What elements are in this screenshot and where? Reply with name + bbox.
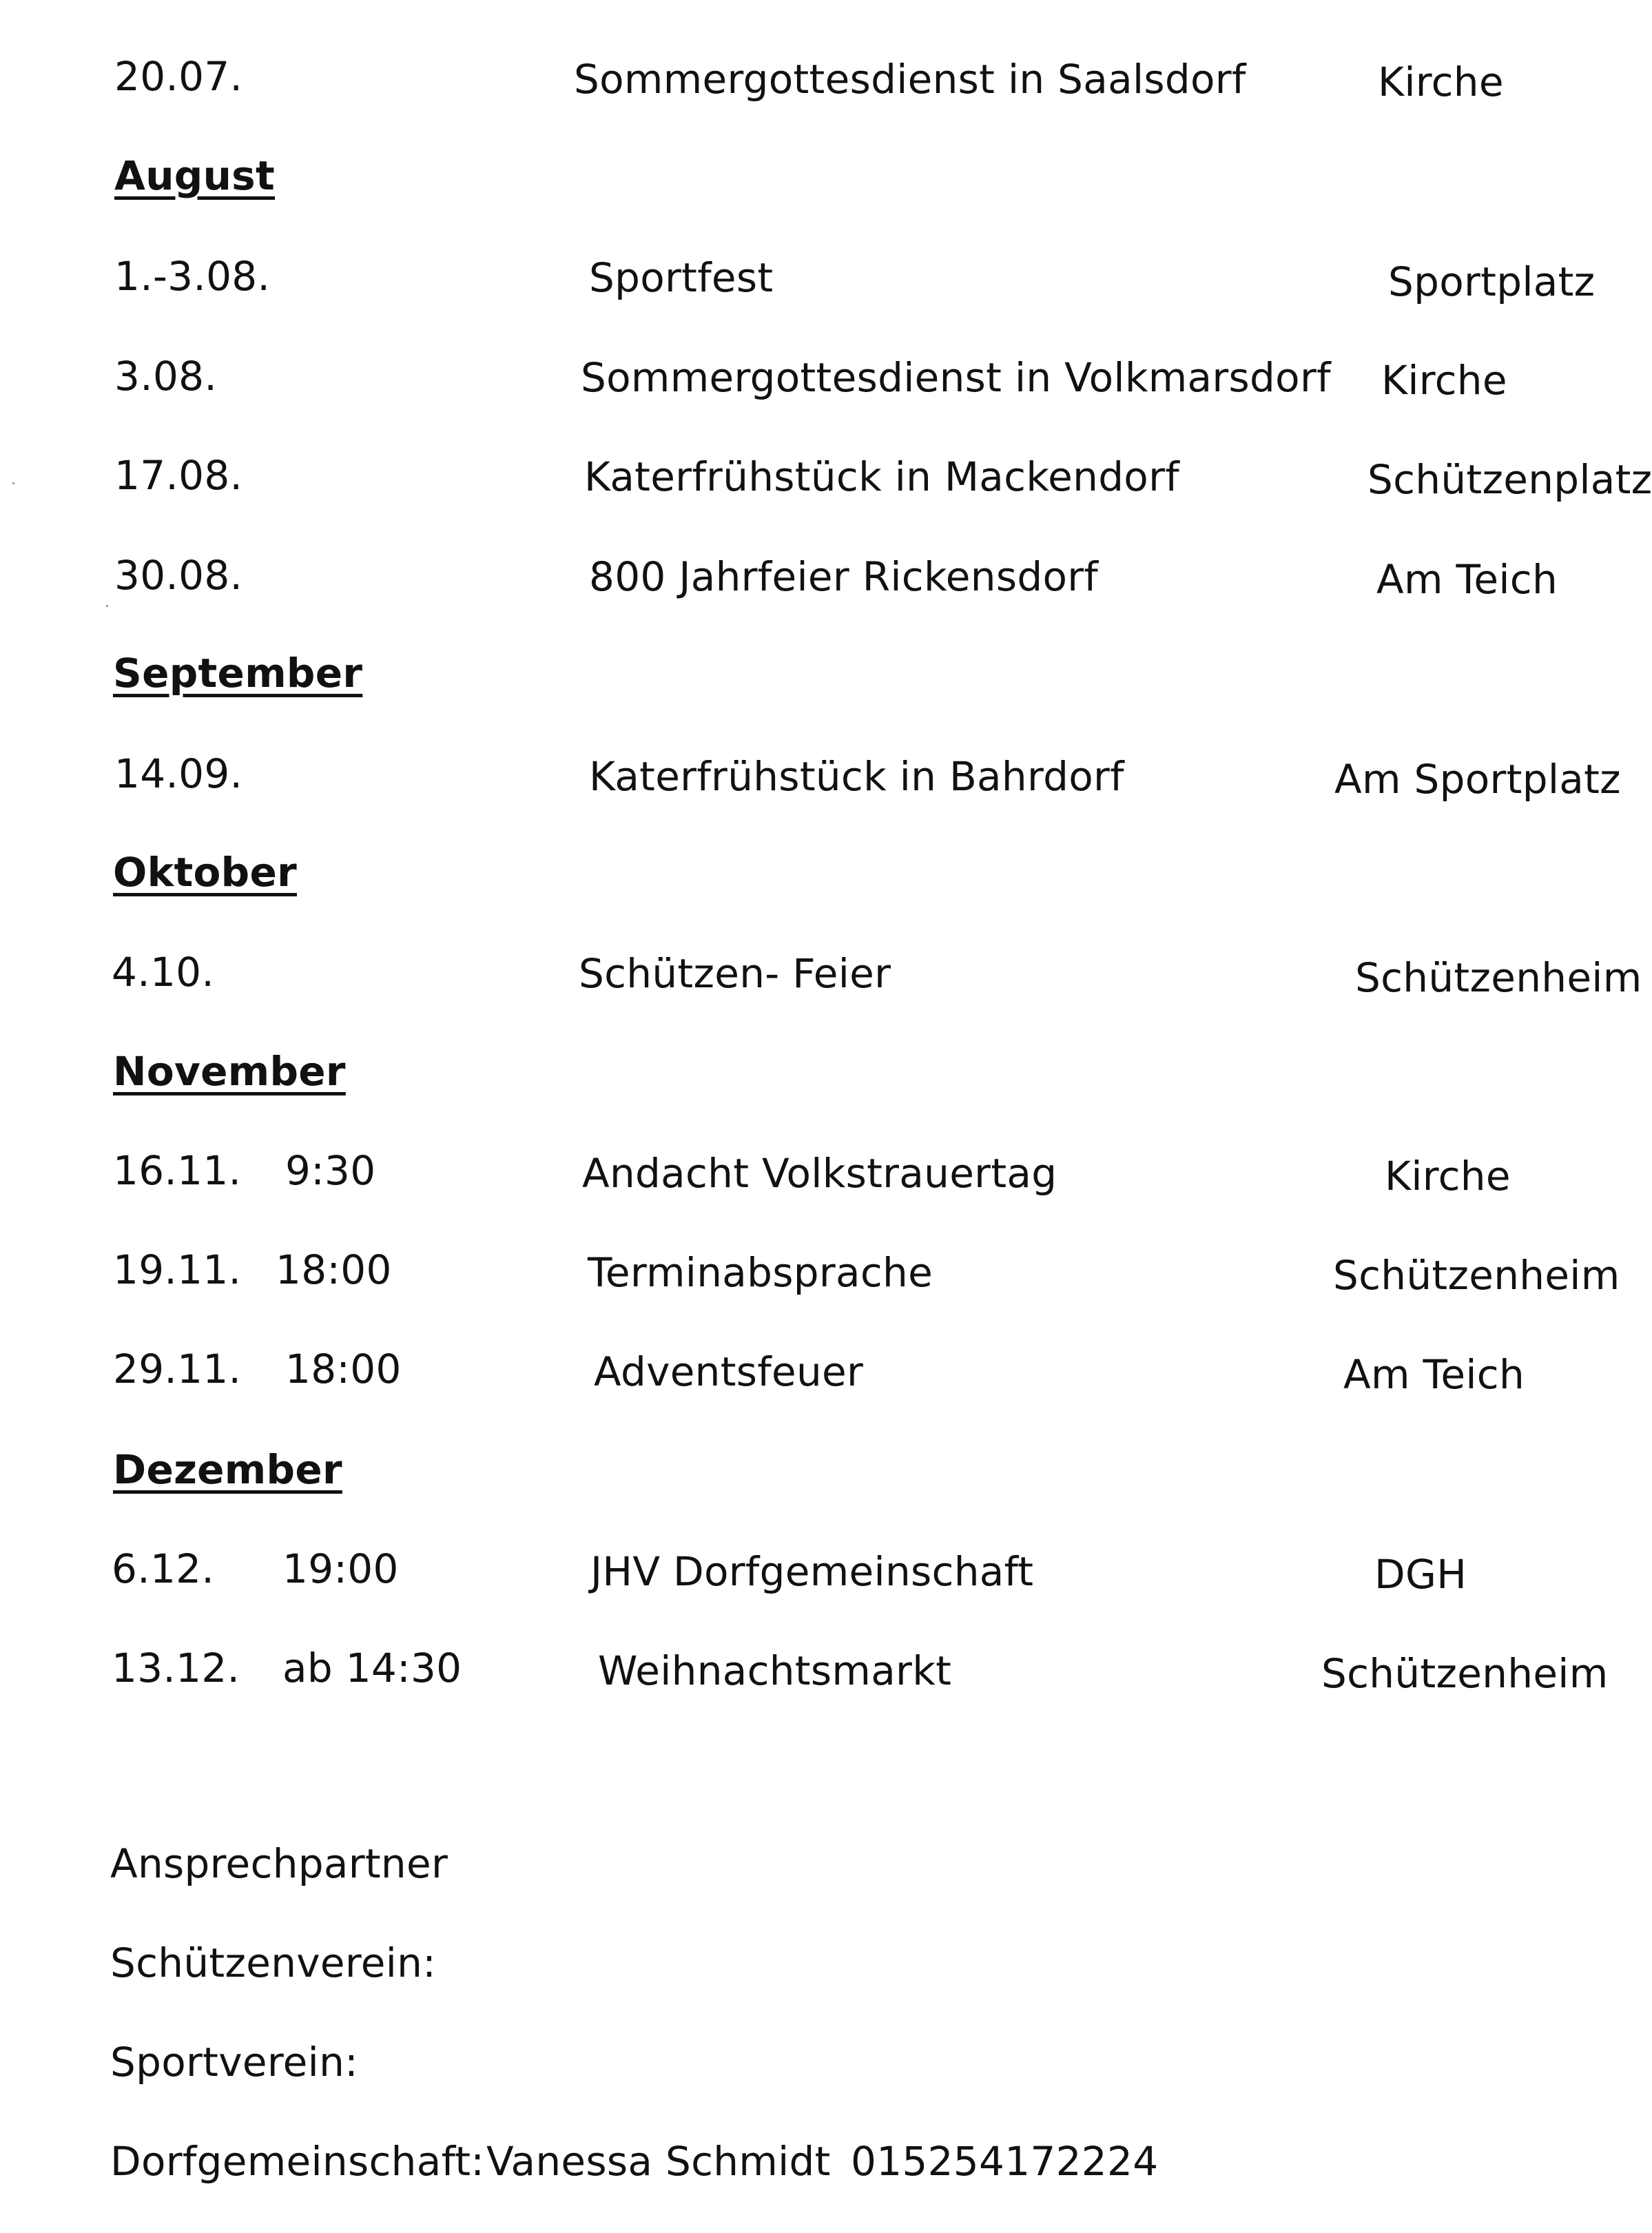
schedule-time: 9:30 bbox=[285, 1147, 376, 1194]
schedule-event: Katerfrühstück in Bahrdorf bbox=[589, 753, 1124, 800]
month-heading-dezember: Dezember bbox=[113, 1446, 342, 1493]
schedule-place: Kirche bbox=[1385, 1153, 1511, 1200]
month-heading-august: August bbox=[114, 152, 276, 199]
schedule-event: Sportfest bbox=[589, 254, 774, 301]
schedule-place: Schützenheim bbox=[1355, 954, 1642, 1001]
schedule-date: 29.11. bbox=[113, 1346, 242, 1392]
schedule-event: Adventsfeuer bbox=[594, 1348, 864, 1395]
schedule-place: Am Sportplatz bbox=[1334, 756, 1621, 803]
contact-label: Sportverein: bbox=[110, 2039, 358, 2086]
schedule-event: Terminabsprache bbox=[588, 1249, 933, 1296]
schedule-event: Katerfrühstück in Mackendorf bbox=[584, 453, 1179, 500]
schedule-place: Am Teich bbox=[1343, 1351, 1525, 1398]
schedule-date: 13.12. bbox=[112, 1645, 240, 1691]
schedule-place: Schützenheim bbox=[1333, 1252, 1620, 1299]
schedule-date: 30.08. bbox=[114, 552, 243, 599]
scan-speck bbox=[12, 482, 14, 484]
schedule-place: Kirche bbox=[1381, 357, 1507, 404]
schedule-date: 16.11. bbox=[113, 1147, 242, 1194]
schedule-place: DGH bbox=[1374, 1551, 1467, 1598]
schedule-event: 800 Jahrfeier Rickensdorf bbox=[589, 553, 1099, 600]
schedule-place: Kirche bbox=[1378, 59, 1504, 105]
schedule-place: Schützenplatz bbox=[1367, 456, 1652, 503]
contact-name: Vanessa Schmidt bbox=[486, 2138, 831, 2185]
month-heading-september: September bbox=[113, 650, 363, 697]
schedule-date: 17.08. bbox=[114, 452, 243, 499]
month-heading-november: November bbox=[113, 1048, 346, 1095]
schedule-time: 18:00 bbox=[285, 1346, 402, 1392]
schedule-time: 18:00 bbox=[276, 1246, 392, 1293]
schedule-date: 1.-3.08. bbox=[114, 253, 271, 300]
schedule-time: ab 14:30 bbox=[282, 1645, 462, 1691]
schedule-event: Schützen- Feier bbox=[579, 950, 891, 997]
schedule-place: Sportplatz bbox=[1388, 258, 1596, 305]
contacts-heading: Ansprechpartner bbox=[110, 1840, 448, 1887]
schedule-place: Schützenheim bbox=[1321, 1650, 1609, 1697]
schedule-date: 3.08. bbox=[114, 353, 218, 400]
schedule-event: Sommergottesdienst in Saalsdorf bbox=[574, 56, 1246, 103]
contact-label: Dorfgemeinschaft: bbox=[110, 2138, 485, 2185]
schedule-date: 20.07. bbox=[114, 53, 243, 100]
schedule-date: 6.12. bbox=[112, 1545, 215, 1592]
contact-label: Schützenverein: bbox=[110, 1939, 437, 1986]
schedule-date: 14.09. bbox=[114, 750, 243, 797]
schedule-event: Sommergottesdienst in Volkmarsdorf bbox=[581, 354, 1331, 401]
month-heading-oktober: Oktober bbox=[113, 849, 298, 896]
schedule-event: Weihnachtsmarkt bbox=[598, 1647, 952, 1694]
schedule-event: JHV Dorfgemeinschaft bbox=[590, 1548, 1034, 1595]
contact-phone: 015254172224 bbox=[851, 2138, 1159, 2185]
schedule-time: 19:00 bbox=[282, 1545, 399, 1592]
scan-speck bbox=[106, 605, 108, 607]
schedule-date: 19.11. bbox=[113, 1246, 242, 1293]
schedule-place: Am Teich bbox=[1376, 556, 1558, 603]
schedule-event: Andacht Volkstrauertag bbox=[582, 1150, 1057, 1197]
schedule-date: 4.10. bbox=[112, 949, 215, 996]
